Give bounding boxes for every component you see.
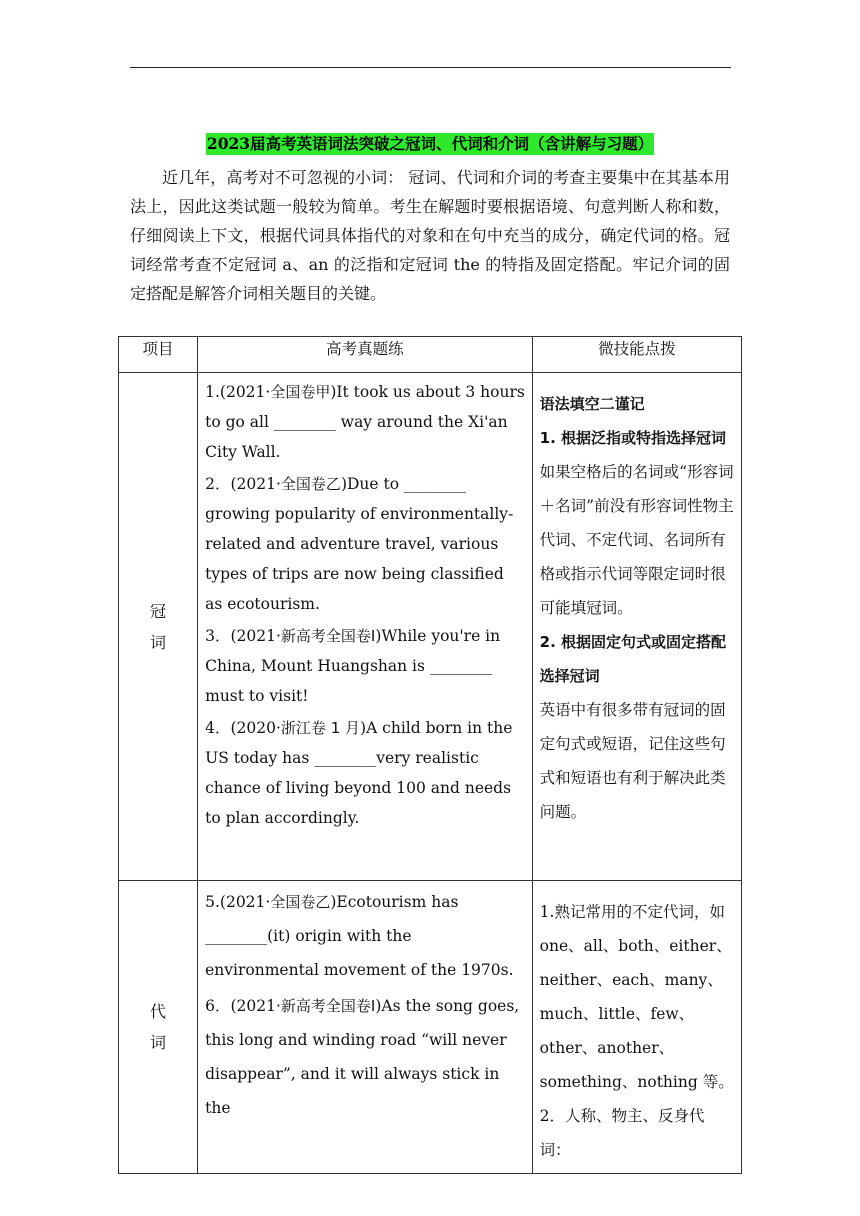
tip-text: 如果空格后的名词或“形容词＋名词”前没有形容词性物主代词、不定代词、名词所有格或指示代词等限定词时很可能填冠词。 xyxy=(539,463,734,617)
question-item: 3．(2021·新高考全国卷Ⅰ)While you're in China, Mount Huangshan is ________ must to visit! xyxy=(205,627,501,705)
header-skill-tips: 微技能点拨 xyxy=(532,337,741,373)
header-rule xyxy=(130,67,731,68)
questions-cell xyxy=(198,881,533,1174)
tip-text: 1.熟记常用的不定代词，如 one、all、both、either、neither、each、many、much、little、few、other、another、something、nothing 等。 xyxy=(539,903,734,1091)
tips-cell xyxy=(532,373,741,881)
header-item: 项目 xyxy=(119,337,198,373)
header-exam-questions: 高考真题练 xyxy=(198,337,533,373)
intro-paragraph: 近几年，高考对不可忽视的小词： 冠词、代词和介词的考查主要集中在其基本用法上，因此这类试题一般较为简单。考生在解题时要根据语境、句意判断人称和数，仔细阅读上下文，根据代词具体指代的对象和在句中充当的成分，确定代词的格。冠词经常考查不定冠词 a、an 的泛指和定冠词 the 的特指及固定搭配。牢记介词的固定搭配是解答介词相关题目的关键。 xyxy=(130,168,730,303)
tip-heading: 语法填空二谨记 xyxy=(539,395,645,413)
question-item: 4．(2020·浙江卷 1 月)A child born in the US today has ________very realistic chance of living beyond 100 and needs to plan accordingly. xyxy=(205,719,513,827)
tips-cell xyxy=(532,881,741,1174)
question-item: 6．(2021·新高考全国卷Ⅰ)As the song goes, this long and winding road “will never disappear”, and it will always stick in the xyxy=(205,997,520,1117)
tip-text: 英语中有很多带有冠词的固定句式或短语，记住这些句式和短语也有利于解决此类问题。 xyxy=(539,701,726,821)
tip-heading: 1. 根据泛指或特指选择冠词 xyxy=(539,429,727,447)
question-item: 1.(2021·全国卷甲)It took us about 3 hours to go all ________ way around the Xi'an City Wall. xyxy=(205,383,525,461)
questions-cell xyxy=(198,373,533,881)
table-header-row xyxy=(119,337,742,373)
table-row-articles xyxy=(119,373,742,881)
question-item: 5.(2021·全国卷乙)Ecotourism has ________(it) origin with the environmental movement of the 1970s. xyxy=(205,893,514,979)
tip-text: 2．人称、物主、反身代词： xyxy=(539,1107,705,1159)
category-cell: 冠 词 xyxy=(119,373,198,881)
title-wrap xyxy=(0,133,860,155)
document-title: 2023届高考英语词法突破之冠词、代词和介词（含讲解与习题） xyxy=(206,134,654,153)
table-row-pronouns xyxy=(119,881,742,1174)
tip-heading: 2. 根据固定句式或固定搭配选择冠词 xyxy=(539,633,727,685)
question-item: 2．(2021·全国卷乙)Due to ________ growing popularity of environmentally-related and adventure travel, various types of trips are now being classified as ecotourism. xyxy=(205,475,514,613)
category-cell: 代 词 xyxy=(119,881,198,1174)
grammar-table xyxy=(118,336,742,1174)
